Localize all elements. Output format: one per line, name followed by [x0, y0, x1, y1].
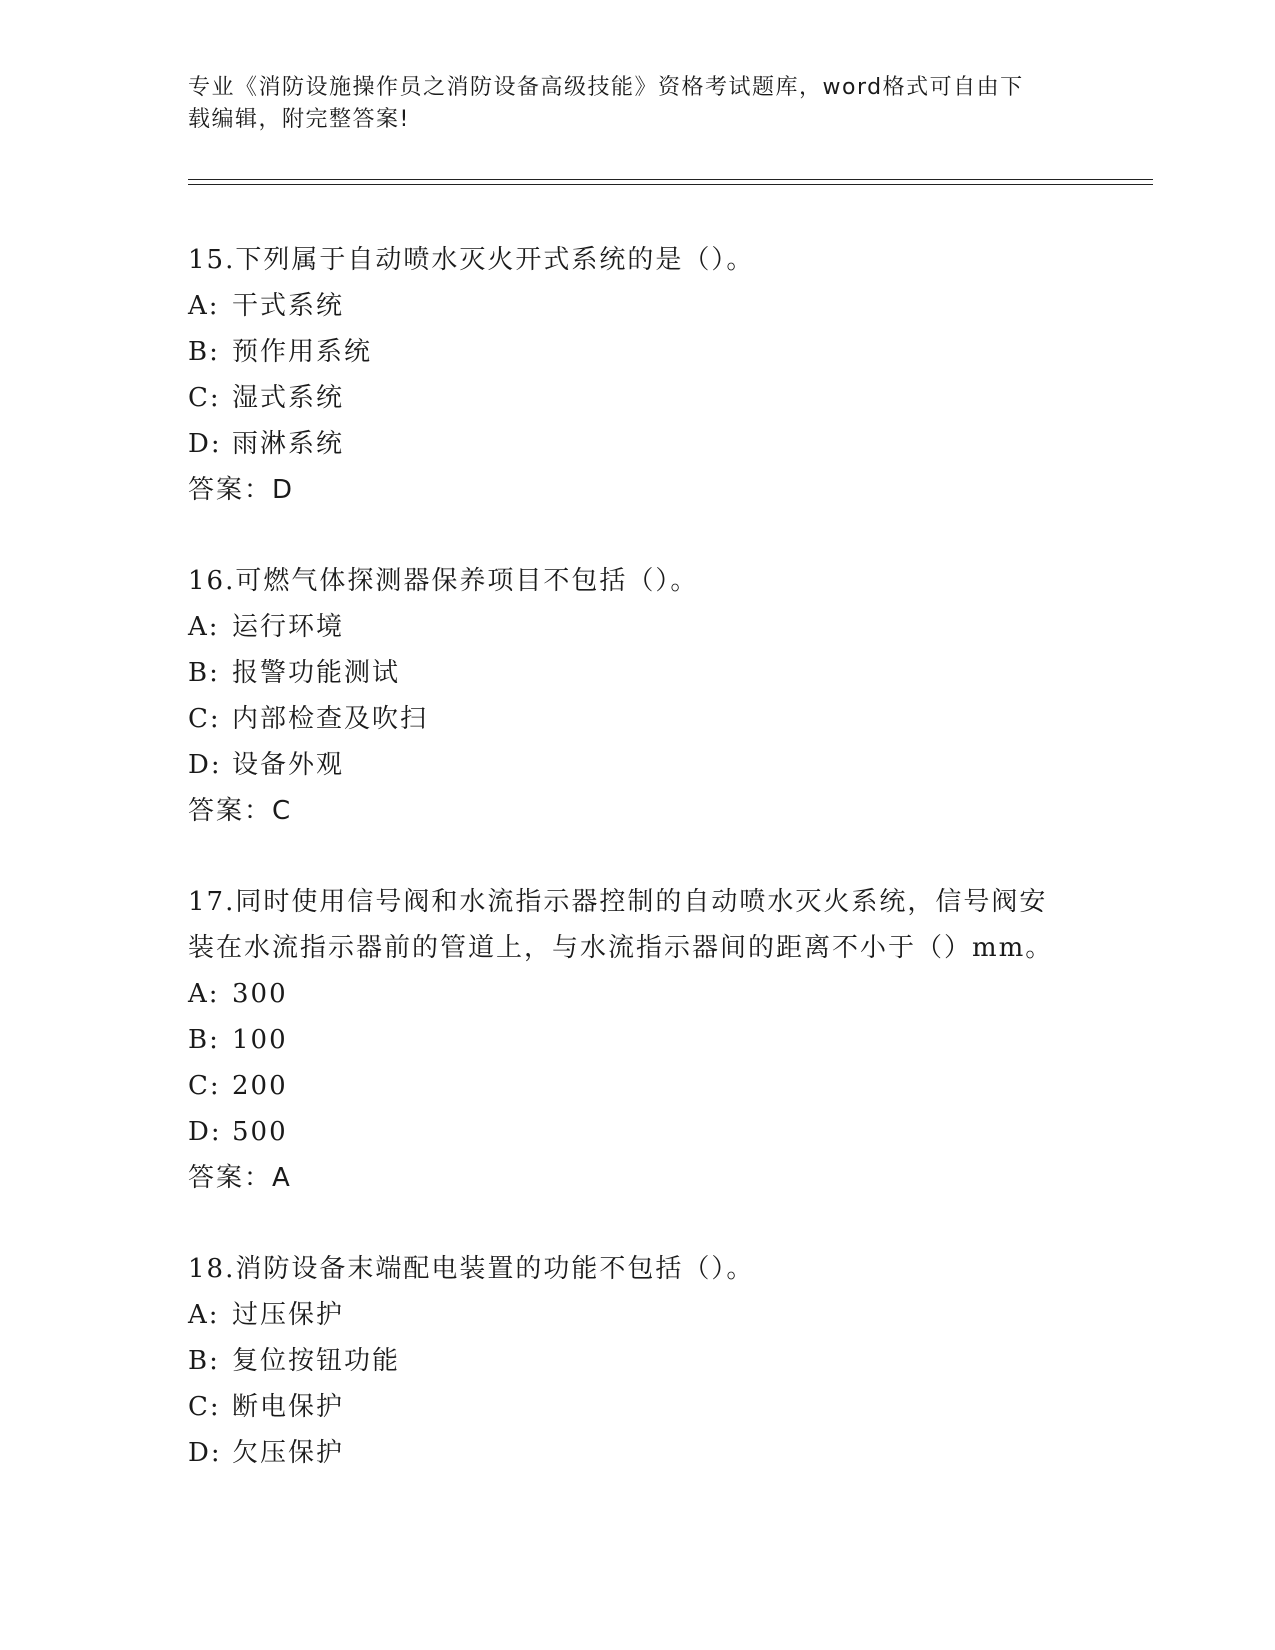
option-letter: D: — [188, 1438, 222, 1468]
question-stem-line: 装在水流指示器前的管道上，与水流指示器间的距离不小于（）mm。 — [188, 933, 1054, 963]
question-stem-line: 16.可燃气体探测器保养项目不包括（）。 — [188, 566, 699, 596]
answer-option — [188, 971, 1088, 1017]
option-letter: C: — [188, 704, 221, 734]
option-letter: B: — [188, 658, 220, 688]
option-text: 过压保护 — [232, 1300, 345, 1330]
answer-option — [188, 650, 1088, 696]
option-letter: A: — [188, 979, 220, 1009]
answer-option — [188, 1430, 1088, 1476]
question-stem-line: 18.消防设备末端配电装置的功能不包括（）。 — [188, 1254, 755, 1284]
option-text: 复位按钮功能 — [232, 1346, 401, 1376]
option-text: 干式系统 — [232, 291, 345, 321]
option-text: 运行环境 — [232, 612, 345, 642]
question-block — [188, 1246, 1088, 1476]
option-letter: C: — [188, 383, 221, 413]
option-letter: C: — [188, 1071, 221, 1101]
answer-option — [188, 1384, 1088, 1430]
header-divider-bottom — [188, 184, 1153, 185]
option-text: 100 — [232, 1025, 288, 1055]
question-block — [188, 237, 1088, 513]
answer-option — [188, 1063, 1088, 1109]
header-line-2: 载编辑，附完整答案! — [188, 107, 410, 132]
question-stem-line: 17.同时使用信号阀和水流指示器控制的自动喷水灭火系统，信号阀安 — [188, 887, 1048, 917]
option-text: 雨淋系统 — [232, 429, 345, 459]
option-letter: B: — [188, 1025, 220, 1055]
option-text: 湿式系统 — [232, 383, 345, 413]
answer-option — [188, 1292, 1088, 1338]
answer-key: 答案：A — [188, 1163, 292, 1193]
option-text: 内部检查及吹扫 — [232, 704, 429, 734]
answer-option — [188, 283, 1088, 329]
option-text: 设备外观 — [232, 750, 345, 780]
question-stem-line: 15.下列属于自动喷水灭火开式系统的是（）。 — [188, 245, 755, 275]
option-text: 300 — [232, 979, 288, 1009]
question-block — [188, 879, 1088, 1201]
header-line-1: 专业《消防设施操作员之消防设备高级技能》资格考试题库，word格式可自由下 — [188, 75, 1024, 100]
option-letter: D: — [188, 750, 222, 780]
answer-option — [188, 1109, 1088, 1155]
option-letter: A: — [188, 291, 220, 321]
option-letter: B: — [188, 337, 220, 367]
answer-option — [188, 1338, 1088, 1384]
answer-key: 答案：C — [188, 796, 293, 826]
answer-option — [188, 329, 1088, 375]
answer-option — [188, 421, 1088, 467]
answer-option — [188, 696, 1088, 742]
question-block — [188, 558, 1088, 834]
option-letter: A: — [188, 1300, 220, 1330]
answer-option — [188, 1017, 1088, 1063]
option-letter: D: — [188, 429, 222, 459]
option-letter: C: — [188, 1392, 221, 1422]
option-text: 500 — [232, 1117, 288, 1147]
answer-option — [188, 604, 1088, 650]
option-text: 200 — [232, 1071, 288, 1101]
option-letter: B: — [188, 1346, 220, 1376]
answer-key: 答案：D — [188, 475, 295, 505]
option-text: 断电保护 — [232, 1392, 345, 1422]
answer-option — [188, 742, 1088, 788]
option-letter: A: — [188, 612, 220, 642]
option-text: 报警功能测试 — [232, 658, 401, 688]
document-header — [188, 72, 1088, 136]
answer-option — [188, 375, 1088, 421]
option-text: 预作用系统 — [232, 337, 373, 367]
option-text: 欠压保护 — [232, 1438, 345, 1468]
option-letter: D: — [188, 1117, 222, 1147]
question-list — [188, 237, 1088, 1521]
header-divider-top — [188, 179, 1153, 180]
